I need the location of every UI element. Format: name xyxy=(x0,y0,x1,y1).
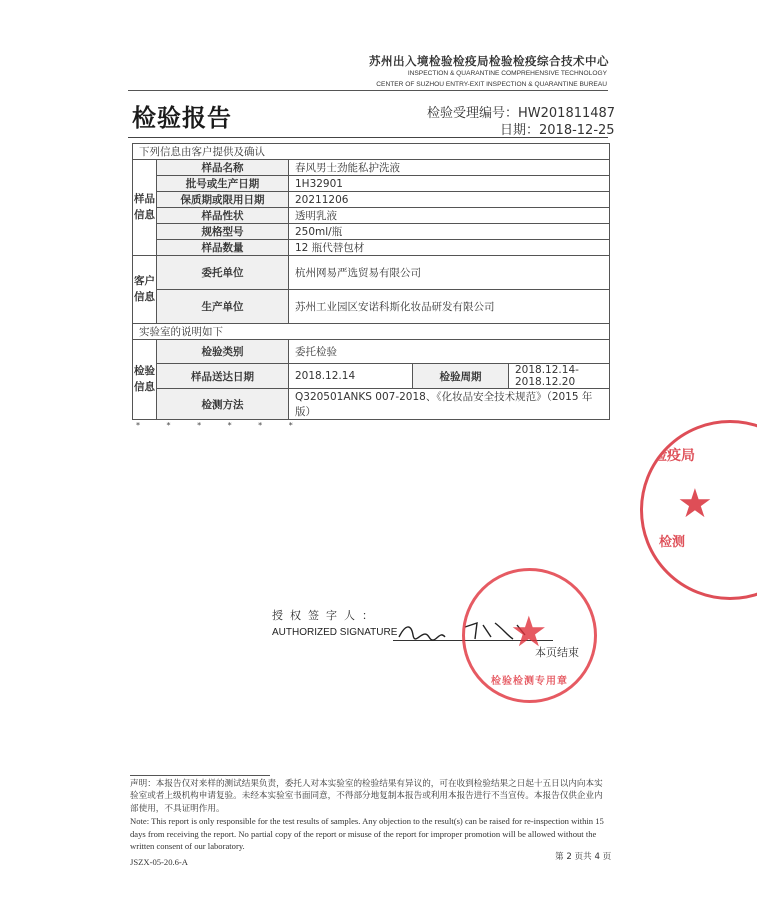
delivery-date-label: 样品送达日期 xyxy=(157,364,289,389)
expiry-value: 20211206 xyxy=(289,192,610,208)
quantity-value: 12 瓶代替包材 xyxy=(289,240,610,256)
page-end-note: 本页结束 xyxy=(535,646,579,659)
client-section-heading: 下列信息由客户提供及确认 xyxy=(133,144,610,160)
report-title: 检验报告 xyxy=(132,104,232,132)
lab-section-heading: 实验室的说明如下 xyxy=(133,324,610,340)
declaration xyxy=(130,778,608,853)
org-name-en-line2: CENTER OF SUZHOU ENTRY-EXIT INSPECTION & QUARANTINE BUREAU xyxy=(376,81,607,88)
quantity-label: 样品数量 xyxy=(157,240,289,256)
acceptance-number: 检验受理编号：HW201811487 xyxy=(427,106,616,121)
producer-label: 生产单位 xyxy=(157,290,289,324)
batch-label: 批号或生产日期 xyxy=(157,176,289,192)
seal-main-text: 检验检测专用章 xyxy=(491,676,568,687)
delivery-date-value: 2018.12.14 xyxy=(289,364,413,389)
client-unit-value: 杭州网易严选贸易有限公司 xyxy=(289,256,610,290)
inspection-type-label: 检验类别 xyxy=(157,340,289,364)
seal-right-text1: 检疫局 xyxy=(653,448,695,464)
inspection-type-value: 委托检验 xyxy=(289,340,610,364)
client-unit-label: 委托单位 xyxy=(157,256,289,290)
authorized-signer-cn: 授权签字人： xyxy=(272,609,380,622)
producer-value: 苏州工业园区安诺科斯化妆品研发有限公司 xyxy=(289,290,610,324)
sample-name-label: 样品名称 xyxy=(157,160,289,176)
form-code: JSZX-05-20.6-A xyxy=(130,857,189,867)
sample-state-value: 透明乳液 xyxy=(289,208,610,224)
report-date: 日期：2018-12-25 xyxy=(500,123,615,138)
partial-seal-right xyxy=(640,420,757,600)
inspection-period-label: 检验周期 xyxy=(413,364,509,389)
batch-value: 1H32901 xyxy=(289,176,610,192)
star-icon: ★ xyxy=(677,481,713,527)
authorized-signer-en: AUTHORIZED SIGNATURE xyxy=(272,627,398,638)
header-rule-top xyxy=(128,90,608,91)
sample-info-group: 样品信息 xyxy=(133,160,157,256)
org-name-en-line1: INSPECTION & QUARANTINE COMPREHENSIVE TECHNOLOGY xyxy=(407,70,607,77)
star-icon: ★ xyxy=(510,607,548,656)
spec-value: 250ml/瓶 xyxy=(289,224,610,240)
notes-rule xyxy=(130,775,270,776)
end-stars: * * * * * * xyxy=(136,421,305,430)
declaration-en: Note: This report is only responsible for the test results of samples. Any objection to the result(s) can be raised for re-inspection within 15 days from receiving the report. No partial copy of the report or misuse of the report for improper promotion will be allowed without the written consent of our laboratory. xyxy=(130,816,604,852)
declaration-label: 声明： xyxy=(130,779,156,789)
inspection-period-value: 2018.12.14-2018.12.20 xyxy=(509,364,610,389)
org-name-cn: 苏州出入境检验检疫局检验检疫综合技术中心 xyxy=(369,54,609,68)
test-method-value: Q320501ANKS 007-2018、《化妆品安全技术规范》（2015 年版） xyxy=(289,389,610,420)
spec-label: 规格型号 xyxy=(157,224,289,240)
sample-state-label: 样品性状 xyxy=(157,208,289,224)
sample-name-value: 春风男士劲能私护洗液 xyxy=(289,160,610,176)
declaration-cn: 本报告仅对来样的测试结果负责，委托人对本实验室的检验结果有异议的，可在收到检验结果之日起十五日以内向本实验室或者上级机构申请复验。未经本实验室书面同意，不得部分地复制本报告或利用本报告进行不当宣传。本报告仅供企业内部使用，不具证明作用。 xyxy=(130,779,603,814)
page-number: 第 2 页共 4 页 xyxy=(555,852,612,862)
report-table xyxy=(132,143,610,420)
client-info-group: 客户信息 xyxy=(133,256,157,324)
test-method-label: 检测方法 xyxy=(157,389,289,420)
official-seal xyxy=(462,568,597,703)
seal-right-text2: 检测 xyxy=(659,535,686,550)
inspection-info-group: 检验信息 xyxy=(133,340,157,420)
header-rule-bottom xyxy=(128,137,608,138)
expiry-label: 保质期或限用日期 xyxy=(157,192,289,208)
